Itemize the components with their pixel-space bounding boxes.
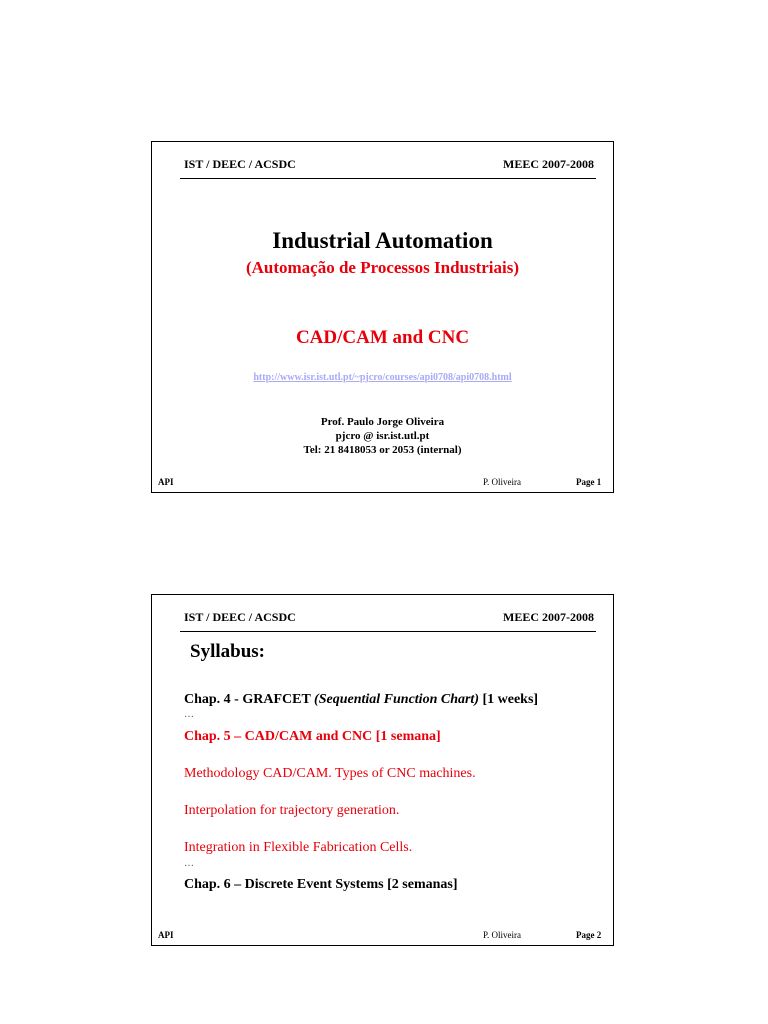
chapter-5: Chap. 5 – CAD/CAM and CNC [1 semana] <box>184 729 441 744</box>
footer-author: P. Oliveira <box>483 477 521 487</box>
footer-page: Page 1 <box>576 477 602 487</box>
header-divider <box>180 178 596 179</box>
chapter-4-suffix: [1 weeks] <box>478 692 539 707</box>
footer-page: Page 2 <box>576 930 602 940</box>
header-institution: IST / DEEC / ACSDC <box>184 610 296 624</box>
slide-heading: Syllabus: <box>190 641 265 662</box>
author-name: Prof. Paulo Jorge Oliveira <box>320 416 445 428</box>
chapter-4-prefix: Chap. 4 - GRAFCET <box>184 692 315 707</box>
chapter-4 <box>184 692 538 708</box>
ellipsis: … <box>184 858 194 869</box>
author-email: pjcro @ isr.ist.utl.pt <box>335 430 430 442</box>
slide-title: Industrial Automation <box>272 228 493 253</box>
header-course: MEEC 2007-2008 <box>503 610 594 624</box>
slide-subtitle: (Automação de Processos Industriais) <box>245 258 520 277</box>
header-divider <box>180 631 596 632</box>
ellipsis: … <box>184 709 194 720</box>
footer-label: API <box>158 930 174 940</box>
slide-1 <box>151 141 614 493</box>
footer-author: P. Oliveira <box>483 930 521 940</box>
chapter-6: Chap. 6 – Discrete Event Systems [2 semanas] <box>184 877 458 892</box>
header-course: MEEC 2007-2008 <box>503 157 594 171</box>
slide-topic: CAD/CAM and CNC <box>295 327 470 348</box>
syllabus-item: Methodology CAD/CAM. Types of CNC machines. <box>184 766 476 781</box>
syllabus-item: Interpolation for trajectory generation. <box>184 803 400 818</box>
author-tel: Tel: 21 8418053 or 2053 (internal) <box>303 444 462 456</box>
slide-2 <box>151 594 614 946</box>
header-institution: IST / DEEC / ACSDC <box>184 157 296 171</box>
footer-label: API <box>158 477 174 487</box>
syllabus-item: Integration in Flexible Fabrication Cells. <box>184 840 413 855</box>
author-block <box>152 415 613 457</box>
course-url-link[interactable]: http://www.isr.ist.utl.pt/~pjcro/courses/api0708/api0708.html <box>253 372 512 383</box>
chapter-4-italic: (Sequential Function Chart) <box>314 692 479 707</box>
